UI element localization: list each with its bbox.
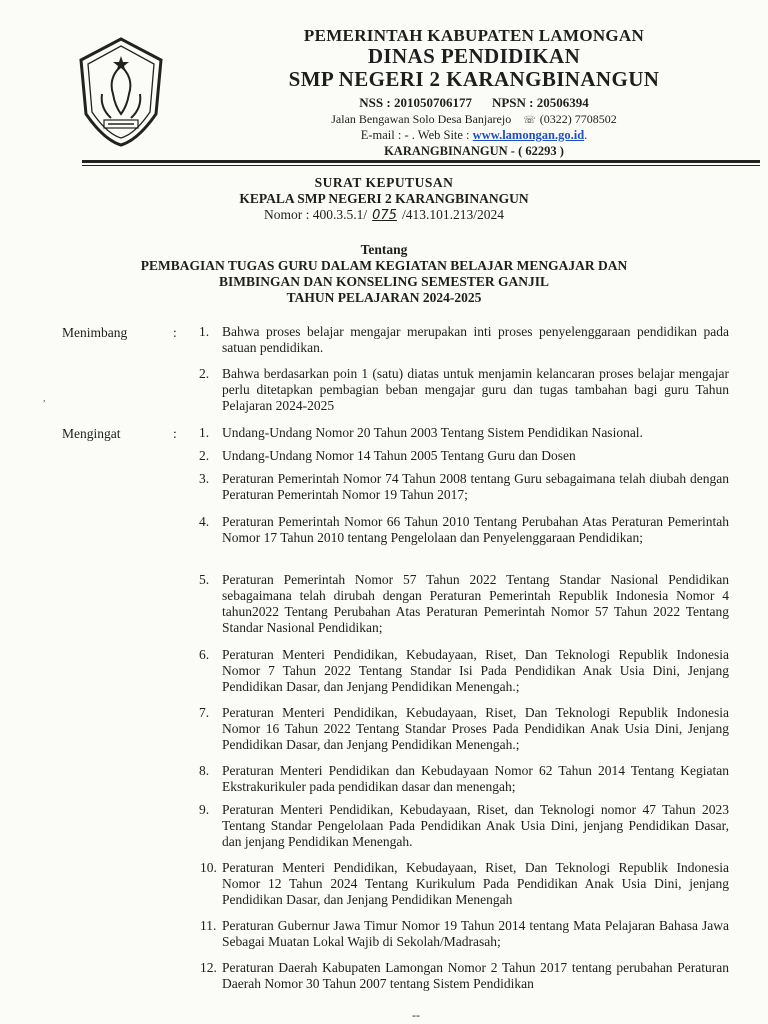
mengingat-num-2: 2. [199, 448, 210, 463]
margin-mark: , [43, 393, 46, 404]
mengingat-num-9: 9. [199, 802, 210, 817]
mengingat-num-7: 7. [199, 705, 210, 720]
letterhead-agency: DINAS PENDIDIKAN [367, 44, 581, 68]
mengingat-item-2: Undang-Undang Nomor 14 Tahun 2005 Tentang Guru dan Dosen [222, 448, 576, 463]
mengingat-item-8: Peraturan Menteri Pendidikan dan Kebudayaan Nomor 62 Tahun 2014 Tentang Kegiatan Ekstrakurikuler pada pendidikan dasar dan menengah; [222, 763, 729, 794]
subject-line-3: TAHUN PELAJARAN 2024-2025 [286, 290, 482, 305]
mengingat-num-4: 4. [199, 514, 210, 529]
phone-number: (0322) 7708502 [539, 112, 617, 126]
mengingat-num-10: 10. [200, 860, 217, 875]
email-label: E-mail : - . Web Site : [360, 128, 470, 142]
mengingat-item-5: Peraturan Pemerintah Nomor 57 Tahun 2022 Tentang Standar Nasional Pendidikan sebagaimana telah dirubah dengan Peraturan Pemerintah Republik Indonesia Nomor 4 tahun2022 Tentang Perubahan Atas Peraturan Pemerintah Nomor 57 Tahun 2022 Tentang Standar Nasional Pendidikan; [222, 572, 729, 635]
mengingat-item-10: Peraturan Menteri Pendidikan, Kebudayaan, Riset, Dan Teknologi Republik Indonesia Nomor 12 Tahun 2024 Tentang Kurikulum Pada Pendidikan Anak Usia Dini, jenjang Pendidikan Dasar, dan Jenjang Pendidikan Menengah [222, 860, 729, 907]
menimbang-item-1: Bahwa proses belajar mengajar merupakan inti proses penyelenggaraan pendidikan pada satuan pendidikan. [222, 324, 729, 355]
menimbang-label: Menimbang [62, 325, 128, 340]
mengingat-num-1: 1. [199, 425, 210, 440]
mengingat-item-4: Peraturan Pemerintah Nomor 66 Tahun 2010 Tentang Perubahan Atas Peraturan Pemerintah Nomor 17 Tahun 2010 tentang Pengelolaan dan Penyelenggaraan Pendidikan; [222, 514, 729, 545]
telephone-icon: ☏ [523, 115, 536, 126]
letterhead-thick-rule [82, 160, 760, 163]
mengingat-item-6: Peraturan Menteri Pendidikan, Kebudayaan, Riset, Dan Teknologi Republik Indonesia Nomor 7 Tahun 2022 Tentang Standar Isi Pada Pendidikan Anak Usia Dini, Jenjang Pendidikan Dasar, dan Jenjang Pendidikan Menengah.; [222, 647, 729, 694]
mengingat-num-5: 5. [199, 572, 210, 587]
mengingat-label: Mengingat [62, 426, 121, 441]
lamongan-emblem-logo [78, 36, 164, 148]
address-text: Jalan Bengawan Solo Desa Banjarejo [331, 112, 512, 126]
menimbang-item-2: Bahwa berdasarkan poin 1 (satu) diatas untuk menjamin kelancaran proses belajar mengajar perlu ditetapkan pembagian beban mengajar guru dan tugas tambahan bagi guru Tahun Pelajaran 2024-2025 [222, 366, 729, 413]
letterhead-codes [190, 96, 758, 109]
mengingat-item-9: Peraturan Menteri Pendidikan, Kebudayaan, Riset, dan Teknologi nomor 47 Tahun 2023 Tentang Standar Pengelolaan Pada Pendidikan Anak Usia Dini, jenjang Pendidikan Dasar, dan jenjang Pendidikan Menengah. [222, 802, 729, 849]
mengingat-item-3: Peraturan Pemerintah Nomor 74 Tahun 2008 tentang Guru sebagaimana telah diubah dengan Peraturan Pemerintah Nomor 19 Tahun 2017; [222, 471, 729, 502]
npsn-code: NPSN : 20506394 [491, 95, 589, 110]
letterhead-postal: KARANGBINANGUN - ( 62293 ) [384, 144, 564, 158]
nomor-suffix: /413.101.213/2024 [401, 207, 504, 222]
subject-line-2: BIMBINGAN DAN KONSELING SEMESTER GANJIL [218, 274, 550, 289]
handwritten-number: 075 [372, 208, 397, 223]
mengingat-num-8: 8. [199, 763, 210, 778]
mengingat-num-12: 12. [200, 960, 217, 975]
mengingat-num-3: 3. [199, 471, 210, 486]
mengingat-colon: : [173, 426, 177, 441]
letterhead-school: SMP NEGERI 2 KARANGBINANGUN [288, 67, 660, 91]
menimbang-num-2: 2. [199, 366, 210, 381]
website-link[interactable]: www.lamongan.go.id [472, 128, 585, 142]
letterhead-contact-line [190, 129, 758, 142]
decree-number [0, 208, 768, 222]
nss-code: NSS : 201050706177 [359, 95, 472, 110]
mengingat-item-7: Peraturan Menteri Pendidikan, Kebudayaan, Riset, Dan Teknologi Republik Indonesia Nomor 16 Tahun 2022 Tentang Standar Proses Pada Pendidikan Anak Usia Dini, Jenjang Pendidikan Dasar, dan Jenjang Pendidikan Menengah.; [222, 705, 729, 752]
nomor-prefix: Nomor : 400.3.5.1/ [264, 207, 368, 222]
tentang-label: Tentang [360, 242, 408, 257]
mengingat-item-11: Peraturan Gubernur Jawa Timur Nomor 19 Tahun 2014 tentang Mata Pelajaran Bahasa Jawa Sebagai Muatan Lokal Wajib di Sekolah/Madrasah; [222, 918, 729, 949]
page-continuation-mark: -- [412, 1008, 420, 1022]
mengingat-num-6: 6. [199, 647, 210, 662]
mengingat-num-11: 11. [200, 918, 217, 933]
mengingat-item-12: Peraturan Daerah Kabupaten Lamongan Nomor 2 Tahun 2017 tentang perubahan Peraturan Daerah Nomor 30 Tahun 2007 tentang Sistem Pendidikan [222, 960, 729, 991]
mengingat-item-1: Undang-Undang Nomor 20 Tahun 2003 Tentang Sistem Pendidikan Nasional. [222, 425, 643, 440]
subject-line-1: PEMBAGIAN TUGAS GURU DALAM KEGIATAN BELAJAR MENGAJAR DAN [140, 258, 628, 273]
decree-title: SURAT KEPUTUSAN [314, 175, 454, 190]
letterhead-government: PEMERINTAH KABUPATEN LAMONGAN [303, 26, 645, 45]
website-suffix: . [584, 128, 588, 142]
letterhead-address-line [190, 113, 758, 126]
decree-issuer: KEPALA SMP NEGERI 2 KARANGBINANGUN [239, 191, 529, 206]
menimbang-num-1: 1. [199, 324, 210, 339]
menimbang-colon: : [173, 325, 177, 340]
letterhead-thin-rule [82, 165, 760, 166]
